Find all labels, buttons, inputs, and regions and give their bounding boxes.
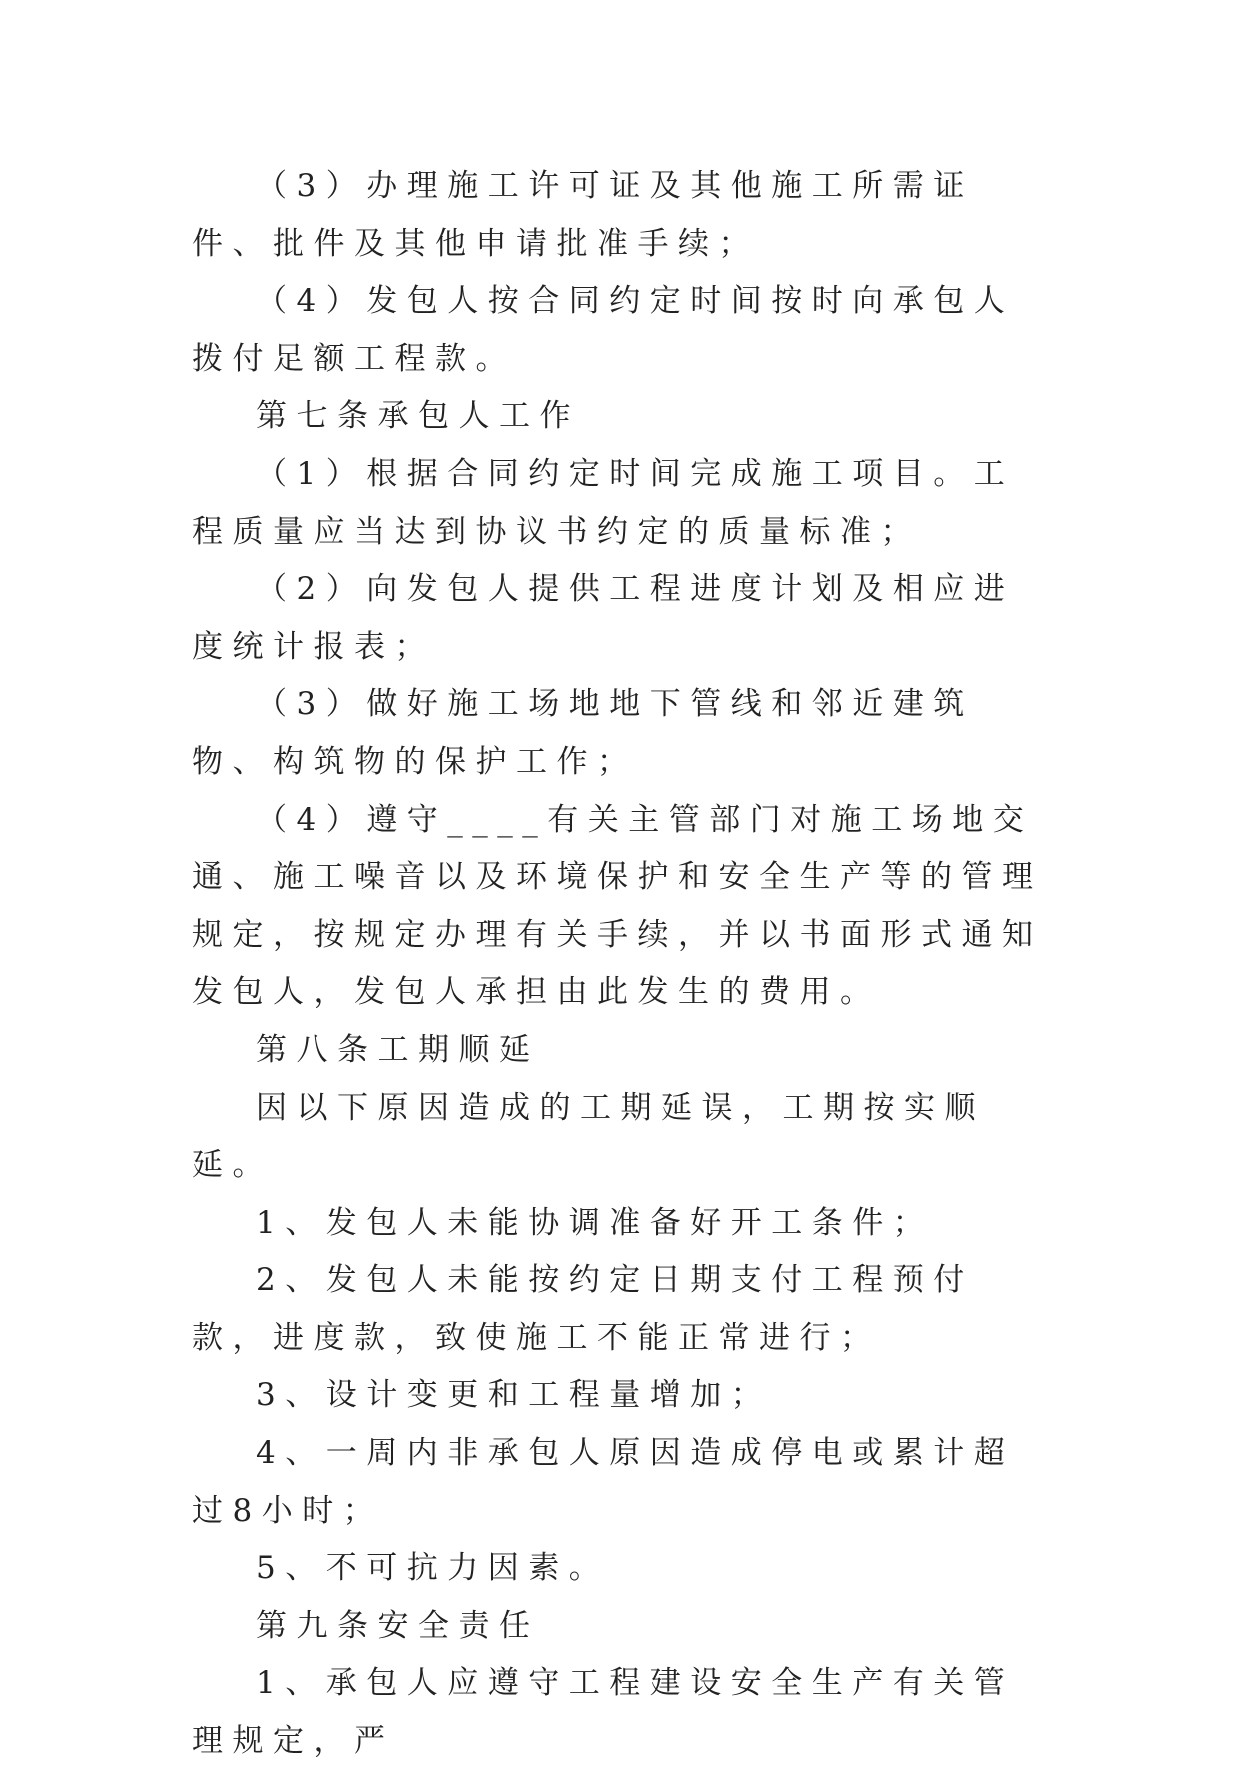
- list-item-4: 4、一周内非承包人原因造成停电或累计超过8小时；: [192, 1435, 1015, 1529]
- paragraph-intro: 因以下原因造成的工期延误，工期按实顺延。: [192, 1089, 985, 1184]
- section-heading-article-9: 第九条安全责任: [256, 1607, 540, 1644]
- list-item-1: 1、发包人未能协调准备好开工条件；: [256, 1204, 934, 1241]
- paragraph-item-3b: （3）做好施工场地地下管线和邻近建筑物、构筑物的保护工作；: [192, 686, 974, 780]
- paragraph-item-2: （2）向发包人提供工程进度计划及相应进度统计报表；: [192, 571, 1015, 665]
- list-item-2: 2、发包人未能按约定日期支付工程预付款，进度款，致使施工不能正常进行；: [192, 1262, 974, 1356]
- section-heading-article-7: 第七条承包人工作: [256, 398, 580, 435]
- list-item-3: 3、设计变更和工程量增加；: [256, 1377, 772, 1414]
- list-item-5: 5、不可抗力因素。: [256, 1550, 610, 1587]
- paragraph-item-3: （3）办理施工许可证及其他施工所需证件、批件及其他申请批准手续；: [192, 168, 974, 262]
- paragraph-item-4: （4）发包人按合同约定时间按时向承包人拨付足额工程款。: [192, 283, 1015, 377]
- paragraph-item-1: （1）根据合同约定时间完成施工项目。工程质量应当达到协议书约定的质量标准；: [192, 455, 1015, 550]
- document-body: [192, 158, 1052, 1771]
- list-item-1b: 1、承包人应遵守工程建设安全生产有关管理规定，严: [192, 1665, 1015, 1760]
- paragraph-item-4b: （4）遵守____有关主管部门对施工场地交通、施工噪音以及环境保护和安全生产等的管理规定，按规定办理有关手续，并以书面形式通知发包人，发包人承担由此发生的费用。: [192, 801, 1043, 1011]
- section-heading-article-8: 第八条工期顺延: [256, 1031, 540, 1068]
